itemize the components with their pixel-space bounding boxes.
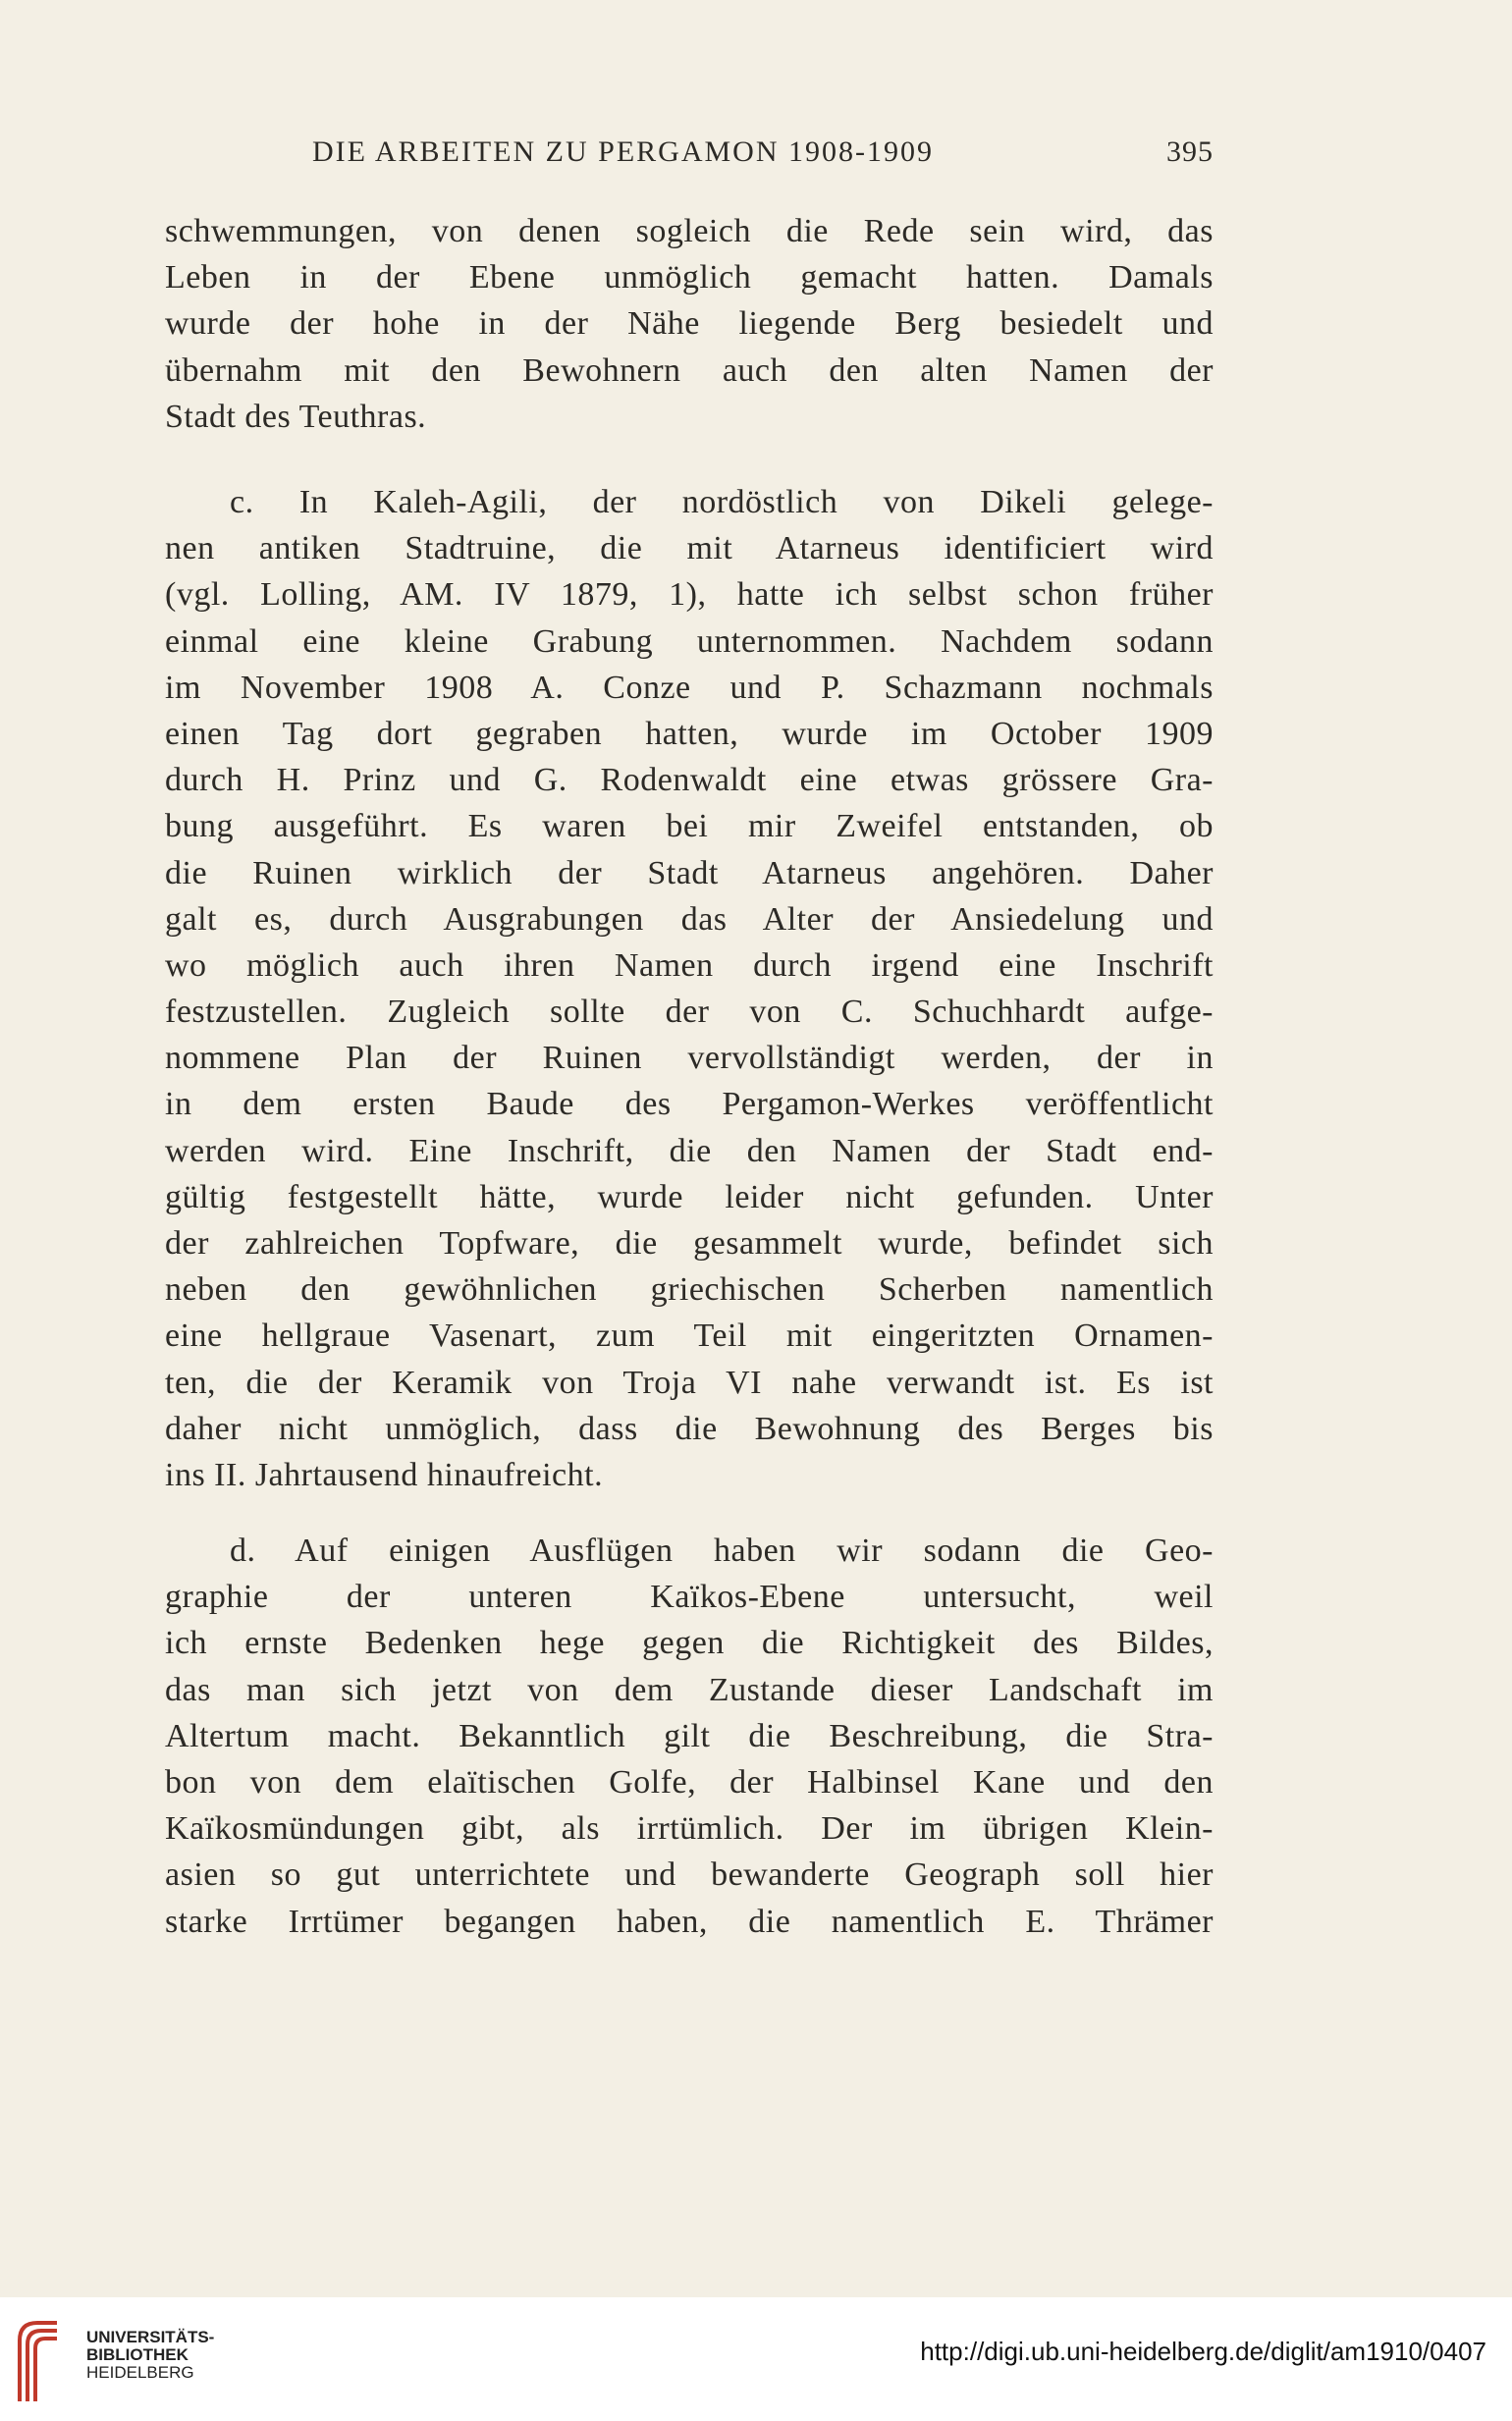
text-line: durch H. Prinz und G. Rodenwaldt eine etwas grössere Gra- bbox=[165, 762, 1214, 799]
library-name-line: BIBLIOTHEK bbox=[86, 2345, 189, 2364]
text-line: übernahm mit den Bewohnern auch den alten Namen der bbox=[165, 351, 1214, 389]
text-line: nen antiken Stadtruine, die mit Atarneus identificiert wird bbox=[165, 530, 1214, 567]
library-name-line: UNIVERSITÄTS- bbox=[86, 2328, 215, 2346]
text-line: im November 1908 A. Conze und P. Schazmann nochmals bbox=[165, 669, 1214, 706]
text-line: ich ernste Bedenken hege gegen die Richtigkeit des Bildes, bbox=[165, 1625, 1214, 1662]
library-footer bbox=[0, 2297, 1512, 2421]
paragraph-1 bbox=[165, 208, 1214, 440]
text-line: bung ausgeführt. Es waren bei mir Zweifel entstanden, ob bbox=[165, 808, 1214, 845]
text-line: ten, die der Keramik von Troja VI nahe verwandt ist. Es ist bbox=[165, 1364, 1214, 1401]
text-line: Leben in der Ebene unmöglich gemacht hatten. Damals bbox=[165, 259, 1214, 296]
text-line: starke Irrtümer begangen haben, die namentlich E. Thrämer bbox=[165, 1903, 1214, 1940]
text-line: graphie der unteren Kaïkos-Ebene untersucht, weil bbox=[165, 1579, 1214, 1616]
text-line: asien so gut unterrichtete und bewanderte Geograph soll hier bbox=[165, 1856, 1214, 1894]
text-line: (vgl. Lolling, AM. IV 1879, 1), hatte ich selbst schon früher bbox=[165, 576, 1214, 614]
text-line: in dem ersten Baude des Pergamon-Werkes veröffentlicht bbox=[165, 1086, 1214, 1123]
paragraph-d bbox=[165, 1528, 1214, 1945]
text-line: Kaïkosmündungen gibt, als irrtümlich. Der im übrigen Klein- bbox=[165, 1810, 1214, 1848]
text-line: galt es, durch Ausgrabungen das Alter der Ansiedelung und bbox=[165, 900, 1214, 938]
text-line: schwemmungen, von denen sogleich die Rede sein wird, das bbox=[165, 213, 1214, 249]
text-line: werden wird. Eine Inschrift, die den Namen der Stadt end- bbox=[165, 1132, 1214, 1169]
text-line: die Ruinen wirklich der Stadt Atarneus angehören. Daher bbox=[165, 854, 1214, 891]
text-line: einmal eine kleine Grabung unternommen. Nachdem sodann bbox=[165, 622, 1214, 660]
text-line: wurde der hohe in der Nähe liegende Berg besiedelt und bbox=[165, 305, 1214, 343]
text-line: ins II. Jahrtausend hinaufreicht. bbox=[165, 1456, 604, 1493]
text-line: eine hellgraue Vasenart, zum Teil mit eingeritzten Ornamen- bbox=[165, 1318, 1214, 1355]
text-line: daher nicht unmöglich, dass die Bewohnung des Berges bis bbox=[165, 1410, 1214, 1447]
library-name bbox=[86, 2329, 214, 2382]
text-line: Stadt des Teuthras. bbox=[165, 398, 427, 435]
paragraph-c bbox=[165, 479, 1214, 1498]
permalink-url[interactable]: http://digi.ub.uni-heidelberg.de/diglit/am1910/0407 bbox=[920, 2337, 1486, 2366]
page-number: 395 bbox=[1166, 135, 1214, 168]
text-line: festzustellen. Zugleich sollte der von C. Schuchhardt aufge- bbox=[165, 994, 1214, 1031]
text-line: bon von dem elaïtischen Golfe, der Halbinsel Kane und den bbox=[165, 1763, 1214, 1801]
text-line: Altertum macht. Bekanntlich gilt die Beschreibung, die Stra- bbox=[165, 1717, 1214, 1754]
text-line: c. In Kaleh-Agili, der nordöstlich von Dikeli gelege- bbox=[230, 484, 1214, 520]
text-line: einen Tag dort gegraben hatten, wurde im October 1909 bbox=[165, 715, 1214, 752]
text-line: neben den gewöhnlichen griechischen Scherben namentlich bbox=[165, 1271, 1214, 1309]
text-line: d. Auf einigen Ausflügen haben wir sodann die Geo- bbox=[230, 1533, 1214, 1569]
text-line: das man sich jetzt von dem Zustande dieser Landschaft im bbox=[165, 1671, 1214, 1708]
text-line: gültig festgestellt hätte, wurde leider nicht gefunden. Unter bbox=[165, 1178, 1214, 1215]
text-line: wo möglich auch ihren Namen durch irgend eine Inschrift bbox=[165, 946, 1214, 984]
library-name-line: HEIDELBERG bbox=[86, 2363, 194, 2382]
library-logo-icon bbox=[14, 2311, 65, 2409]
text-line: nommene Plan der Ruinen vervollständigt werden, der in bbox=[165, 1040, 1214, 1077]
running-title: DIE ARBEITEN ZU PERGAMON 1908-1909 bbox=[312, 135, 934, 168]
text-line: der zahlreichen Topfware, die gesammelt wurde, befindet sich bbox=[165, 1225, 1214, 1262]
